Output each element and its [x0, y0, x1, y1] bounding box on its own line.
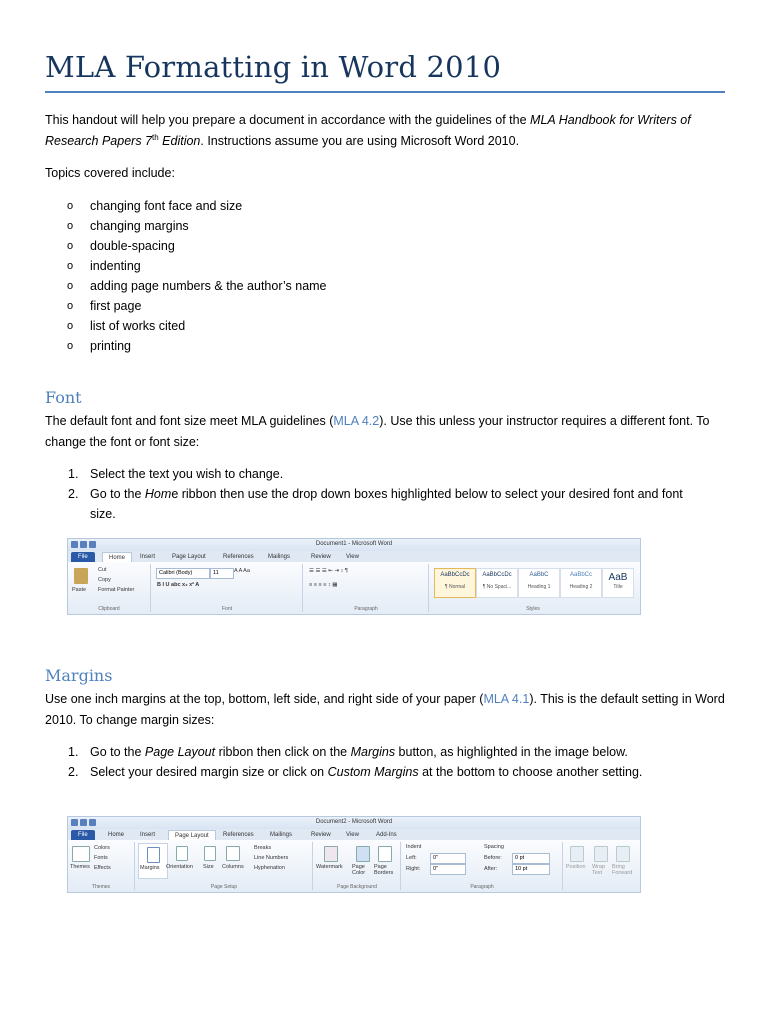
- list-item: [45, 216, 327, 236]
- home-ribbon-screenshot: [67, 538, 641, 615]
- bullet-icon: o: [67, 280, 74, 292]
- topic-text: printing: [90, 339, 131, 353]
- topics-label: Topics covered include:: [45, 166, 175, 180]
- style-sample: AaBbC: [529, 572, 549, 578]
- page-color-button[interactable]: Page Color: [352, 864, 366, 876]
- list-item: [45, 336, 327, 356]
- tab-home[interactable]: Home: [108, 832, 125, 838]
- list-item: [45, 316, 327, 336]
- style-sample: AaBbCcDc: [440, 572, 470, 578]
- font-size-select[interactable]: 11: [210, 568, 234, 579]
- font-steps: [45, 464, 710, 524]
- style-sample: AaBbCc: [569, 572, 592, 578]
- orientation-button[interactable]: Orientation: [166, 864, 193, 870]
- margins-label: Margins: [140, 865, 160, 871]
- window-title: Document2 - Microsoft Word: [315, 819, 393, 825]
- topic-text: first page: [90, 299, 142, 313]
- font-para-text-2: ). Use this unless your instructor requires a different font. To change the font or font size:: [45, 414, 710, 449]
- tab-references[interactable]: References: [223, 554, 254, 560]
- group-label: Themes: [91, 884, 111, 890]
- style-sample: AaB: [608, 572, 628, 583]
- arrange-group: [564, 842, 638, 890]
- style-label: ¶ No Spaci...: [482, 584, 512, 590]
- tab-insert[interactable]: Insert: [140, 832, 156, 838]
- mla-4-2-link[interactable]: MLA 4.2: [333, 414, 380, 428]
- font-paragraph: [45, 411, 725, 453]
- step-text: button, as highlighted in the image below.: [395, 745, 628, 759]
- size-button[interactable]: Size: [203, 864, 214, 870]
- ribbon-title-bar: [68, 817, 640, 829]
- copy-button[interactable]: Copy: [98, 577, 111, 583]
- step-number: 1.: [68, 745, 79, 759]
- bullet-icon: o: [67, 240, 74, 252]
- topic-text: changing font face and size: [90, 199, 243, 213]
- columns-icon: [226, 846, 240, 861]
- step-text: e ribbon then use the drop down boxes highlighted below to select your desired font and font size.: [90, 487, 683, 521]
- tab-page-layout[interactable]: Page Layout: [168, 830, 216, 841]
- tab-references[interactable]: References: [223, 832, 254, 838]
- margins-para-text-1: Use one inch margins at the top, bottom, left side, and right side of your paper (: [45, 692, 484, 706]
- spacing-after-label: After:: [484, 866, 498, 872]
- bring-forward-icon: [616, 846, 630, 862]
- tab-mailings[interactable]: Mailings: [268, 554, 291, 560]
- watermark-button[interactable]: Watermark: [316, 864, 343, 870]
- mla-4-1-link[interactable]: MLA 4.1: [483, 692, 530, 706]
- topic-text: changing margins: [90, 219, 189, 233]
- tab-file[interactable]: File: [71, 830, 95, 840]
- page-borders-icon: [378, 846, 392, 862]
- spacing-label: Spacing: [484, 844, 504, 850]
- group-label: Page Setup: [210, 884, 238, 890]
- indent-left-label: Left:: [406, 855, 417, 861]
- title-underline: [45, 91, 725, 93]
- style-label: Heading 2: [569, 584, 593, 590]
- columns-button[interactable]: Columns: [222, 864, 244, 870]
- step-number: 2.: [68, 487, 79, 501]
- step-text: Go to the: [90, 745, 145, 759]
- group-label: Paragraph: [470, 884, 494, 890]
- ribbon-body: [68, 840, 640, 892]
- style-no-spacing[interactable]: [476, 568, 518, 598]
- list-item: [45, 484, 710, 524]
- position-button[interactable]: Position: [566, 864, 586, 870]
- topic-text: list of works cited: [90, 319, 186, 333]
- intro-edition: Edition: [158, 134, 201, 148]
- step-text: Go to the: [90, 487, 145, 501]
- margins-button[interactable]: [138, 843, 168, 879]
- line-numbers-button[interactable]: Line Numbers: [254, 855, 289, 861]
- paste-icon: [74, 568, 88, 584]
- style-label: ¶ Normal: [444, 584, 466, 590]
- position-icon: [570, 846, 584, 862]
- grow-font-icon[interactable]: A A Aa: [234, 568, 250, 574]
- themes-group: [68, 842, 135, 890]
- spacing-before-label: Before:: [484, 855, 502, 861]
- font-heading: Font: [45, 388, 82, 407]
- document-title: MLA Formatting in Word 2010: [45, 50, 502, 84]
- align-buttons[interactable]: ≡ ≡ ≡ ≡ ↕ ▦: [309, 582, 338, 588]
- bullet-icon: o: [67, 260, 74, 272]
- font-para-text-1: The default font and font size meet MLA guidelines (: [45, 414, 334, 428]
- bullet-icon: o: [67, 300, 74, 312]
- group-label: Styles: [526, 606, 540, 612]
- intro-text-1: This handout will help you prepare a document in accordance with the guidelines of the: [45, 113, 531, 127]
- window-title: Document1 - Microsoft Word: [315, 541, 393, 547]
- breaks-button[interactable]: Breaks: [254, 845, 272, 851]
- colors-button[interactable]: Colors: [94, 845, 110, 851]
- fonts-button[interactable]: Fonts: [94, 855, 108, 861]
- bullet-icon: o: [67, 320, 74, 332]
- tab-home[interactable]: Home: [102, 552, 132, 563]
- tab-file[interactable]: File: [71, 552, 95, 562]
- list-item: [45, 742, 710, 762]
- tab-insert[interactable]: Insert: [140, 554, 156, 560]
- watermark-icon: [324, 846, 338, 862]
- style-heading-1[interactable]: [518, 568, 560, 598]
- indent-right-input[interactable]: 0": [430, 864, 466, 875]
- margins-icon: [147, 847, 160, 863]
- step-number: 2.: [68, 765, 79, 779]
- style-normal[interactable]: [434, 568, 476, 598]
- page-layout-ribbon-screenshot: [67, 816, 641, 893]
- spacing-before-input[interactable]: 0 pt: [512, 853, 550, 864]
- list-item: [45, 464, 710, 484]
- size-icon: [204, 846, 216, 861]
- tab-view[interactable]: View: [346, 554, 359, 560]
- page-background-group: [314, 842, 401, 890]
- style-sample: AaBbCcDc: [482, 572, 512, 578]
- tab-review[interactable]: Review: [311, 554, 331, 560]
- step-text: Select your desired margin size or click on: [90, 765, 328, 779]
- styles-group: [430, 564, 636, 612]
- intro-book-title: MLA Handbook for Writers of Research Papers 7: [45, 113, 691, 148]
- font-group: [152, 564, 303, 612]
- step-emphasis: Page Layout: [144, 745, 216, 759]
- intro-superscript: th: [152, 132, 159, 142]
- style-label: Heading 1: [527, 584, 551, 590]
- topic-text: indenting: [90, 259, 141, 273]
- format-painter-button[interactable]: Format Painter: [98, 587, 135, 593]
- indent-left-input[interactable]: 0": [430, 853, 466, 864]
- step-emphasis: Custom Margins: [327, 765, 419, 779]
- list-item: [45, 276, 327, 296]
- step-text: at the bottom to choose another setting.: [418, 765, 643, 779]
- bullet-icon: o: [67, 200, 74, 212]
- themes-button[interactable]: Themes: [70, 864, 90, 870]
- topic-text: adding page numbers & the author’s name: [90, 279, 327, 293]
- topics-list: [45, 196, 327, 356]
- list-buttons[interactable]: ☰ ☰ ☰ ⇤ ⇥ ↕ ¶: [309, 568, 348, 574]
- intro-text-2: . Instructions assume you are using Microsoft Word 2010.: [200, 134, 520, 148]
- page-borders-button[interactable]: Page Borders: [374, 864, 394, 876]
- ribbon-tabs: [68, 829, 640, 840]
- step-text: ribbon then click on the: [215, 745, 351, 759]
- style-label: Title: [613, 584, 623, 590]
- format-buttons[interactable]: B I U abc x₂ x² A: [157, 582, 200, 588]
- bring-forward-button[interactable]: Bring Forward: [612, 864, 633, 876]
- clipboard-group: [68, 564, 151, 612]
- spacing-after-input[interactable]: 10 pt: [512, 864, 550, 875]
- paste-button[interactable]: Paste: [72, 587, 87, 593]
- page-color-icon: [356, 846, 370, 862]
- step-number: 1.: [68, 467, 79, 481]
- tab-review[interactable]: Review: [311, 832, 331, 838]
- group-label: Clipboard: [98, 606, 120, 612]
- topic-text: double-spacing: [90, 239, 175, 253]
- indent-label: Indent: [406, 844, 422, 850]
- cut-button[interactable]: Cut: [98, 567, 107, 573]
- orientation-icon: [176, 846, 188, 861]
- indent-right-label: Right:: [406, 866, 421, 872]
- themes-icon: [72, 846, 90, 862]
- group-label: Page Background: [337, 884, 377, 890]
- step-emphasis: Hom: [144, 487, 172, 501]
- tab-page-layout[interactable]: Page Layout: [172, 554, 206, 560]
- group-label: Font: [221, 606, 232, 612]
- list-item: [45, 236, 327, 256]
- paragraph-group: [304, 564, 429, 612]
- tab-mailings[interactable]: Mailings: [270, 832, 293, 838]
- bullet-icon: o: [67, 340, 74, 352]
- margins-para-text-2: ). This is the default setting in Word 2010. To change margin sizes:: [45, 692, 725, 727]
- list-item: [45, 256, 327, 276]
- effects-button[interactable]: Effects: [94, 865, 111, 871]
- font-name-select[interactable]: Calibri (Body): [156, 568, 210, 579]
- list-item: [45, 196, 327, 216]
- margins-steps: [45, 742, 710, 782]
- tab-add-ins[interactable]: Add-Ins: [376, 832, 397, 838]
- style-title[interactable]: [602, 568, 634, 598]
- margins-paragraph: [45, 689, 725, 731]
- hyphenation-button[interactable]: Hyphenation: [254, 865, 285, 871]
- step-emphasis: Margins: [350, 745, 396, 759]
- ribbon-title-bar: [68, 539, 640, 551]
- wrap-text-button[interactable]: Wrap Text: [592, 864, 606, 876]
- ribbon-tabs: [68, 551, 640, 562]
- intro-paragraph: [45, 110, 725, 152]
- ribbon-body: [68, 562, 640, 614]
- list-item: [45, 296, 327, 316]
- style-heading-2[interactable]: [560, 568, 602, 598]
- tab-view[interactable]: View: [346, 832, 359, 838]
- list-item: [45, 762, 710, 782]
- group-label: Paragraph: [354, 606, 378, 612]
- step-text: Select the text you wish to change.: [90, 467, 284, 481]
- margins-heading: Margins: [45, 666, 113, 685]
- bullet-icon: o: [67, 220, 74, 232]
- page-setup-group: [136, 842, 313, 890]
- wrap-text-icon: [594, 846, 608, 862]
- paragraph-group: [402, 842, 563, 890]
